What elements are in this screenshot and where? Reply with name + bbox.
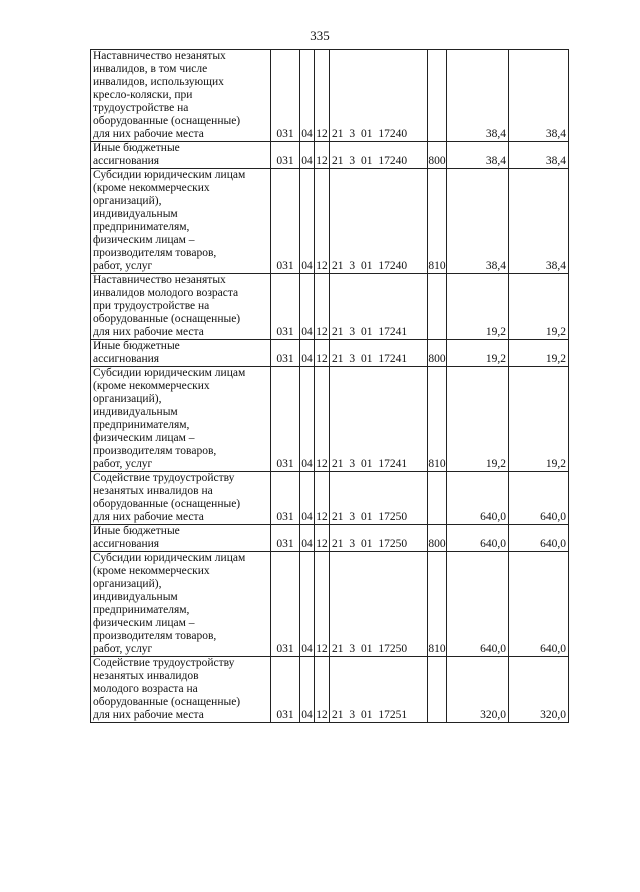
subsection-code-cell: 12 — [315, 657, 330, 723]
subsection-code-cell: 12 — [315, 472, 330, 525]
amount-year2-cell: 38,4 — [509, 50, 569, 142]
table-row — [91, 552, 569, 657]
amount-year2-cell: 19,2 — [509, 367, 569, 472]
amount-year2-cell: 19,2 — [509, 340, 569, 367]
subsection-code-cell: 12 — [315, 274, 330, 340]
amount-year1-cell: 19,2 — [447, 274, 509, 340]
section-code-cell: 04 — [300, 472, 315, 525]
expense-type-cell — [428, 657, 447, 723]
expense-type-cell: 810 — [428, 367, 447, 472]
section-code-cell: 04 — [300, 525, 315, 552]
amount-year1-cell: 640,0 — [447, 552, 509, 657]
budget-table — [90, 49, 569, 723]
row-name-cell: Субсидии юридическим лицам (кроме некоммерческих организаций), индивидуальным предпринимателям, физическим лицам – производителям товаров, работ, услуг — [91, 367, 271, 472]
amount-year1-cell: 640,0 — [447, 525, 509, 552]
row-name-cell: Субсидии юридическим лицам (кроме некоммерческих организаций), индивидуальным предпринимателям, физическим лицам – производителям товаров, работ, услуг — [91, 552, 271, 657]
row-name-cell: Содействие трудоустройству незанятых инвалидов на оборудованные (оснащенные) для них рабочие места — [91, 472, 271, 525]
subsection-code-cell: 12 — [315, 340, 330, 367]
ministry-code-cell: 031 — [271, 274, 300, 340]
amount-year1-cell: 38,4 — [447, 169, 509, 274]
table-row — [91, 274, 569, 340]
expense-type-cell: 810 — [428, 169, 447, 274]
program-code-cell: 21 3 01 17240 — [330, 142, 428, 169]
subsection-code-cell: 12 — [315, 50, 330, 142]
expense-type-cell — [428, 274, 447, 340]
amount-year2-cell: 640,0 — [509, 472, 569, 525]
page-number: 335 — [310, 28, 330, 43]
ministry-code-cell: 031 — [271, 142, 300, 169]
amount-year1-cell: 320,0 — [447, 657, 509, 723]
section-code-cell: 04 — [300, 340, 315, 367]
row-name-cell: Субсидии юридическим лицам (кроме некоммерческих организаций), индивидуальным предпринимателям, физическим лицам – производителям товаров, работ, услуг — [91, 169, 271, 274]
expense-type-cell — [428, 472, 447, 525]
program-code-cell: 21 3 01 17250 — [330, 552, 428, 657]
subsection-code-cell: 12 — [315, 525, 330, 552]
row-name-cell: Содействие трудоустройству незанятых инвалидов молодого возраста на оборудованные (оснащенные) для них рабочие места — [91, 657, 271, 723]
section-code-cell: 04 — [300, 50, 315, 142]
amount-year2-cell: 320,0 — [509, 657, 569, 723]
program-code-cell: 21 3 01 17250 — [330, 525, 428, 552]
program-code-cell: 21 3 01 17240 — [330, 169, 428, 274]
section-code-cell: 04 — [300, 657, 315, 723]
table-row — [91, 142, 569, 169]
table-row — [91, 525, 569, 552]
ministry-code-cell: 031 — [271, 657, 300, 723]
row-name-cell: Наставничество незанятых инвалидов, в том числе инвалидов, использующих кресло-коляски, при трудоустройстве на оборудованные (оснащенные) для них рабочие места — [91, 50, 271, 142]
table-row — [91, 50, 569, 142]
subsection-code-cell: 12 — [315, 552, 330, 657]
amount-year2-cell: 38,4 — [509, 142, 569, 169]
table-row — [91, 472, 569, 525]
amount-year1-cell: 38,4 — [447, 50, 509, 142]
table-row — [91, 340, 569, 367]
table-row — [91, 169, 569, 274]
program-code-cell: 21 3 01 17250 — [330, 472, 428, 525]
amount-year1-cell: 640,0 — [447, 472, 509, 525]
row-name-cell: Иные бюджетные ассигнования — [91, 525, 271, 552]
amount-year2-cell: 640,0 — [509, 552, 569, 657]
ministry-code-cell: 031 — [271, 50, 300, 142]
table-row — [91, 367, 569, 472]
table-row — [91, 657, 569, 723]
amount-year1-cell: 38,4 — [447, 142, 509, 169]
amount-year2-cell: 640,0 — [509, 525, 569, 552]
section-code-cell: 04 — [300, 142, 315, 169]
ministry-code-cell: 031 — [271, 552, 300, 657]
expense-type-cell: 800 — [428, 340, 447, 367]
ministry-code-cell: 031 — [271, 169, 300, 274]
amount-year2-cell: 19,2 — [509, 274, 569, 340]
subsection-code-cell: 12 — [315, 142, 330, 169]
section-code-cell: 04 — [300, 552, 315, 657]
subsection-code-cell: 12 — [315, 169, 330, 274]
section-code-cell: 04 — [300, 274, 315, 340]
amount-year1-cell: 19,2 — [447, 367, 509, 472]
row-name-cell: Иные бюджетные ассигнования — [91, 340, 271, 367]
ministry-code-cell: 031 — [271, 525, 300, 552]
ministry-code-cell: 031 — [271, 340, 300, 367]
program-code-cell: 21 3 01 17251 — [330, 657, 428, 723]
amount-year2-cell: 38,4 — [509, 169, 569, 274]
program-code-cell: 21 3 01 17241 — [330, 274, 428, 340]
subsection-code-cell: 12 — [315, 367, 330, 472]
row-name-cell: Наставничество незанятых инвалидов молодого возраста при трудоустройстве на оборудованные (оснащенные) для них рабочие места — [91, 274, 271, 340]
section-code-cell: 04 — [300, 367, 315, 472]
program-code-cell: 21 3 01 17240 — [330, 50, 428, 142]
amount-year1-cell: 19,2 — [447, 340, 509, 367]
expense-type-cell: 810 — [428, 552, 447, 657]
program-code-cell: 21 3 01 17241 — [330, 367, 428, 472]
section-code-cell: 04 — [300, 169, 315, 274]
expense-type-cell — [428, 50, 447, 142]
expense-type-cell: 800 — [428, 525, 447, 552]
row-name-cell: Иные бюджетные ассигнования — [91, 142, 271, 169]
ministry-code-cell: 031 — [271, 367, 300, 472]
program-code-cell: 21 3 01 17241 — [330, 340, 428, 367]
expense-type-cell: 800 — [428, 142, 447, 169]
ministry-code-cell: 031 — [271, 472, 300, 525]
